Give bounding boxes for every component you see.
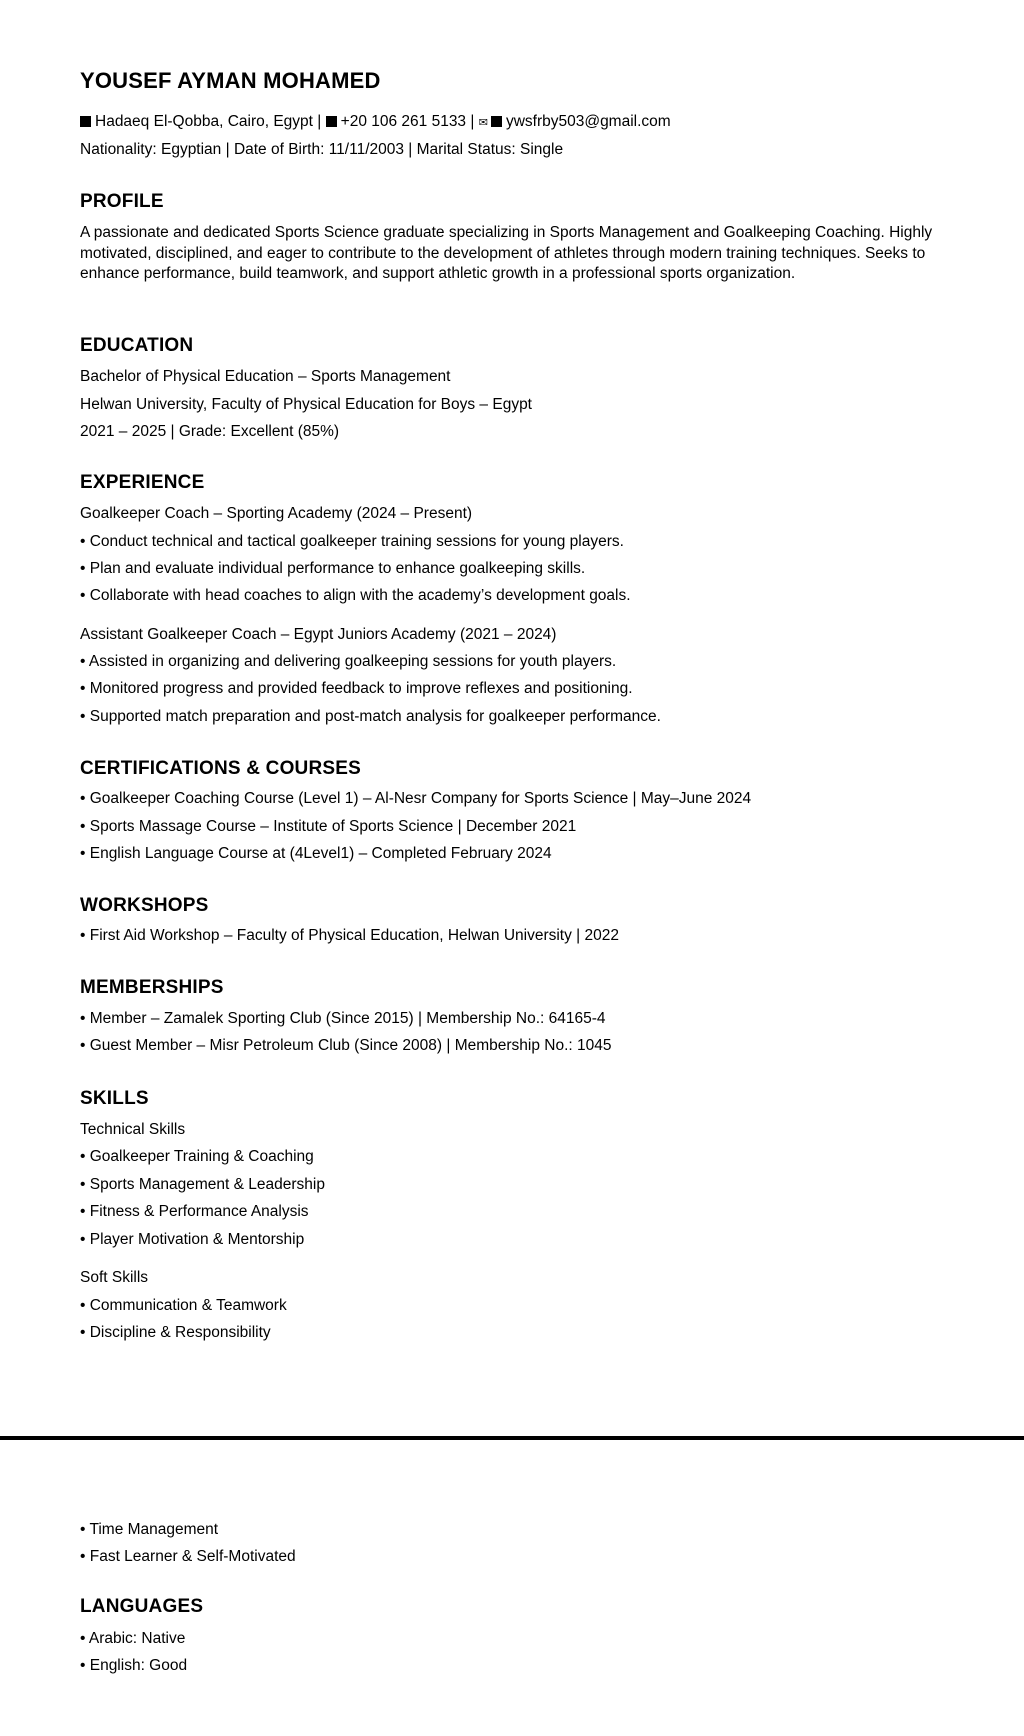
education-degree: Bachelor of Physical Education – Sports Management (80, 368, 451, 385)
certification-item: • Sports Massage Course – Institute of Sports Science | December 2021 (80, 818, 577, 835)
resume-page-2 (0, 1440, 1024, 1736)
job-bullet: • Collaborate with head coaches to align with the academy’s development goals. (80, 587, 631, 604)
contact-separator: | (317, 113, 322, 130)
job-bullet: • Monitored progress and provided feedback to improve reflexes and positioning. (80, 680, 633, 697)
job-bullet: • Supported match preparation and post-match analysis for goalkeeper performance. (80, 708, 661, 725)
skill-item: • Sports Management & Leadership (80, 1176, 325, 1193)
languages-heading: LANGUAGES (80, 1596, 204, 1617)
skill-item: • Fitness & Performance Analysis (80, 1203, 309, 1220)
skill-item: • Goalkeeper Training & Coaching (80, 1148, 314, 1165)
skill-item: • Discipline & Responsibility (80, 1324, 271, 1341)
job-bullet: • Conduct technical and tactical goalkeeper training sessions for young players. (80, 533, 624, 550)
job-title: Assistant Goalkeeper Coach – Egypt Juniors Academy (2021 – 2024) (80, 626, 557, 643)
candidate-name: YOUSEF AYMAN MOHAMED (80, 68, 381, 93)
contact-separator: | (470, 113, 475, 130)
soft-skills-label: Soft Skills (80, 1269, 149, 1286)
personal-details: Nationality: Egyptian | Date of Birth: 11/11/2003 | Marital Status: Single (80, 141, 564, 158)
experience-heading: EXPERIENCE (80, 472, 205, 493)
certification-item: • English Language Course at (4Level1) – Completed February 2024 (80, 845, 552, 862)
certifications-heading: CERTIFICATIONS & COURSES (80, 758, 362, 779)
workshop-item: • First Aid Workshop – Faculty of Physical Education, Helwan University | 2022 (80, 927, 619, 944)
profile-text: A passionate and dedicated Sports Science graduate specializing in Sports Management and Goalkeeping Coaching. Highly motivated, disciplined, and eager to contribute to the development of athletes through modern training techniques. Seeks to enhance performance, build teamwork, and support athletic growth in a professional sports organization. (80, 224, 933, 282)
location-icon (80, 116, 91, 127)
contact-email: ywsfrby503@gmail.com (505, 113, 671, 130)
certification-item: • Goalkeeper Coaching Course (Level 1) – Al-Nesr Company for Sports Science | May–June 2024 (80, 790, 752, 807)
workshops-heading: WORKSHOPS (80, 895, 209, 916)
technical-skills-label: Technical Skills (80, 1121, 186, 1138)
phone-icon (326, 116, 337, 127)
skill-item: • Fast Learner & Self-Motivated (80, 1548, 296, 1565)
language-item: • Arabic: Native (80, 1630, 186, 1647)
education-period: 2021 – 2025 | Grade: Excellent (85%) (80, 423, 340, 440)
contact-line (80, 113, 671, 132)
email-icon (491, 116, 502, 127)
language-item: • English: Good (80, 1657, 188, 1674)
membership-item: • Guest Member – Misr Petroleum Club (Since 2008) | Membership No.: 1045 (80, 1037, 612, 1054)
job-bullet: • Assisted in organizing and delivering goalkeeping sessions for youth players. (80, 653, 617, 670)
skill-item: • Communication & Teamwork (80, 1297, 287, 1314)
job-title: Goalkeeper Coach – Sporting Academy (2024 – Present) (80, 505, 473, 522)
education-school: Helwan University, Faculty of Physical Education for Boys – Egypt (80, 396, 532, 413)
envelope-icon: ✉ (478, 117, 488, 129)
education-heading: EDUCATION (80, 335, 194, 356)
job-bullet: • Plan and evaluate individual performance to enhance goalkeeping skills. (80, 560, 586, 577)
skill-item: • Player Motivation & Mentorship (80, 1231, 305, 1248)
memberships-heading: MEMBERSHIPS (80, 977, 224, 998)
skill-item: • Time Management (80, 1521, 219, 1538)
contact-location: Hadaeq El-Qobba, Cairo, Egypt (95, 113, 313, 130)
contact-phone: +20 106 261 5133 (340, 113, 467, 130)
skills-heading: SKILLS (80, 1088, 149, 1109)
membership-item: • Member – Zamalek Sporting Club (Since 2015) | Membership No.: 64165-4 (80, 1010, 606, 1027)
profile-heading: PROFILE (80, 191, 164, 212)
